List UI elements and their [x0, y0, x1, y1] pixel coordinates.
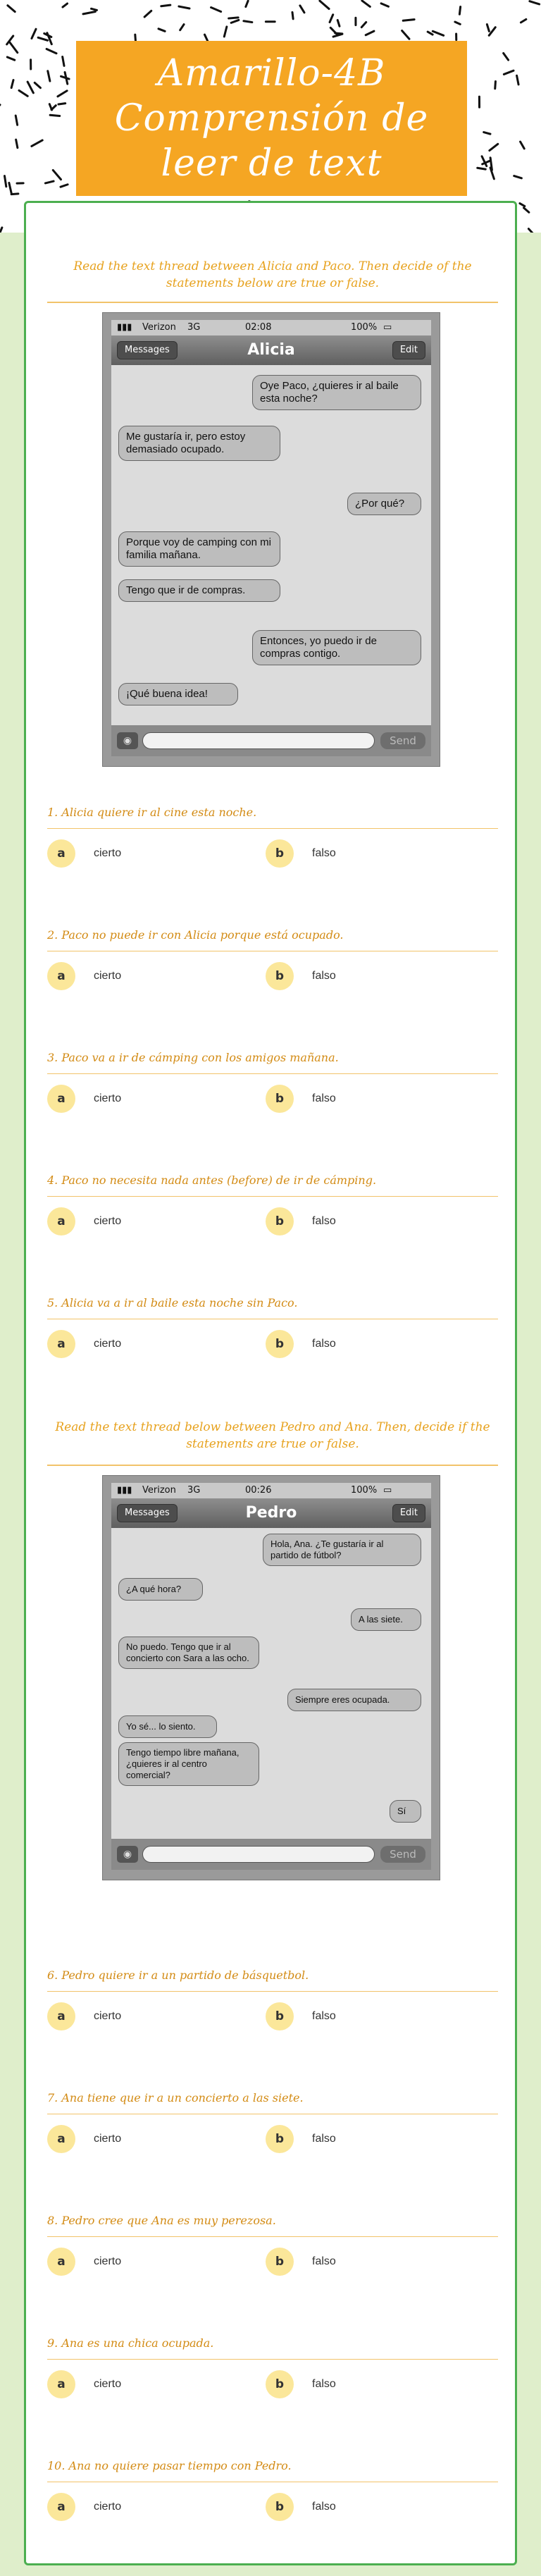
- confetti-stroke: [524, 208, 529, 212]
- question-text: 4. Paco no necesita nada antes (before) de ir de cámping.: [47, 1173, 377, 1187]
- confetti-stroke: [330, 15, 333, 23]
- answer-option-a[interactable]: [47, 1330, 121, 1358]
- option-label: falso: [312, 970, 336, 982]
- confetti-stroke: [528, 229, 533, 233]
- answer-option-a[interactable]: [47, 2493, 121, 2521]
- text-thread-image-1: [102, 312, 440, 767]
- confetti-stroke: [32, 140, 42, 146]
- message-bubble: No puedo. Tengo que ir al concierto con Sara a las ocho.: [118, 1637, 259, 1669]
- status-bar: [111, 320, 431, 335]
- confetti-stroke: [517, 75, 518, 85]
- battery-label: 100%: [351, 1485, 378, 1496]
- question-divider: [47, 2236, 498, 2237]
- message-bubble: Porque voy de camping con mi familia mañana.: [118, 531, 280, 567]
- confetti-stroke: [8, 6, 15, 12]
- option-label: cierto: [94, 2378, 122, 2390]
- title-line-3: leer de text: [161, 142, 383, 185]
- divider: [47, 1465, 498, 1466]
- confetti-stroke: [300, 6, 304, 13]
- confetti-stroke: [459, 7, 460, 15]
- question-divider: [47, 2359, 498, 2360]
- message-bubble: ¿A qué hora?: [118, 1578, 203, 1601]
- confetti-stroke: [46, 49, 56, 53]
- question-text: 10. Ana no quiere pasar tiempo con Pedro.: [47, 2459, 292, 2472]
- camera-icon[interactable]: ◉: [117, 1846, 138, 1863]
- answer-option-b[interactable]: [266, 2248, 336, 2276]
- option-letter-b: b: [266, 2125, 294, 2153]
- confetti-stroke: [7, 57, 14, 60]
- send-button[interactable]: Send: [380, 732, 425, 749]
- question-text: 3. Paco va a ir de cámping con los amigos mañana.: [47, 1051, 339, 1064]
- question-divider: [47, 1196, 498, 1197]
- section1-instruction: Read the text thread between Alicia and Paco. Then decide of the statements below are true or false.: [73, 259, 472, 290]
- option-label: falso: [312, 2010, 336, 2022]
- confetti-stroke: [0, 228, 2, 233]
- option-letter-a: a: [47, 2002, 75, 2030]
- confetti-stroke: [144, 11, 151, 17]
- confetti-stroke: [478, 168, 486, 169]
- answer-option-a[interactable]: [47, 962, 121, 990]
- message-input-bar: [111, 1839, 431, 1870]
- option-label: falso: [312, 2133, 336, 2145]
- option-label: cierto: [94, 1338, 122, 1350]
- option-letter-b: b: [266, 2002, 294, 2030]
- carrier-label: Verizon: [142, 1485, 176, 1496]
- question-divider: [47, 1073, 498, 1074]
- option-label: cierto: [94, 970, 122, 982]
- battery-icon: ▭: [383, 1485, 392, 1496]
- confetti-stroke: [244, 21, 252, 23]
- answer-option-b[interactable]: [266, 2125, 336, 2153]
- message-bubble: Oye Paco, ¿quieres ir al baile esta noche?: [252, 375, 421, 410]
- question-text: 6. Pedro quiere ir a un partido de básquetbol.: [47, 1968, 309, 1982]
- message-bubble: Tengo que ir de compras.: [118, 579, 280, 602]
- messages-back-button[interactable]: Messages: [117, 1504, 178, 1522]
- confetti-stroke: [292, 12, 293, 19]
- confetti-stroke: [530, 1, 540, 4]
- edit-button[interactable]: Edit: [392, 341, 425, 359]
- option-letter-b: b: [266, 2370, 294, 2398]
- confetti-stroke: [487, 25, 489, 32]
- question-text: 1. Alicia quiere ir al cine esta noche.: [47, 806, 257, 819]
- confetti-stroke: [11, 194, 18, 195]
- answer-option-b[interactable]: [266, 1085, 336, 1113]
- confetti-stroke: [158, 29, 165, 32]
- option-label: falso: [312, 2255, 336, 2267]
- message-bubble: Hola, Ana. ¿Te gustaría ir al partido de fútbol?: [263, 1534, 421, 1566]
- option-letter-b: b: [266, 839, 294, 868]
- option-letter-a: a: [47, 1207, 75, 1235]
- message-bubble: ¿Por qué?: [347, 493, 421, 515]
- confetti-stroke: [455, 22, 460, 24]
- confetti-stroke: [32, 29, 36, 38]
- option-letter-a: a: [47, 1085, 75, 1113]
- question-text: 7. Ana tiene que ir a un concierto a las siete.: [47, 2091, 304, 2104]
- answer-option-a[interactable]: [47, 2248, 121, 2276]
- confetti-stroke: [337, 20, 340, 26]
- confetti-stroke: [504, 54, 509, 61]
- confetti-stroke: [514, 176, 522, 178]
- message-bubble: A las siete.: [351, 1608, 421, 1631]
- message-bubble: Sí: [390, 1800, 421, 1823]
- network-label: 3G: [187, 1485, 201, 1496]
- answer-option-a[interactable]: [47, 2370, 121, 2398]
- answer-option-a[interactable]: [47, 2002, 121, 2030]
- message-bubble: Me gustaría ir, pero estoy demasiado ocupado.: [118, 426, 280, 461]
- option-label: cierto: [94, 1092, 122, 1104]
- confetti-stroke: [179, 6, 189, 8]
- confetti-stroke: [403, 20, 414, 21]
- confetti-stroke: [362, 1, 370, 6]
- confetti-stroke: [27, 82, 33, 93]
- confetti-stroke: [495, 81, 496, 88]
- confetti-stroke: [504, 70, 514, 74]
- question-text: 5. Alicia va a ir al baile esta noche sin Paco.: [47, 1296, 298, 1309]
- option-letter-a: a: [47, 962, 75, 990]
- option-label: falso: [312, 1215, 336, 1227]
- option-label: falso: [312, 847, 336, 859]
- confetti-stroke: [231, 20, 239, 23]
- confetti-stroke: [15, 116, 17, 125]
- answer-option-b[interactable]: [266, 1330, 336, 1358]
- option-letter-a: a: [47, 2493, 75, 2521]
- answer-option-a[interactable]: [47, 839, 121, 868]
- confetti-stroke: [320, 1, 329, 8]
- option-letter-a: a: [47, 2370, 75, 2398]
- text-thread-image-2: [102, 1475, 440, 1880]
- status-bar: [111, 1483, 431, 1498]
- title-line-2: Comprensión de: [114, 97, 429, 140]
- confetti-stroke: [484, 133, 490, 135]
- confetti-stroke: [92, 8, 97, 10]
- answer-option-a[interactable]: [47, 1207, 121, 1235]
- answer-option-b[interactable]: [266, 2493, 336, 2521]
- option-letter-a: a: [47, 2248, 75, 2276]
- confetti-stroke: [83, 12, 95, 14]
- clock-label: 02:08: [245, 322, 272, 333]
- option-label: cierto: [94, 2501, 122, 2513]
- answer-option-a[interactable]: [47, 1085, 121, 1113]
- question-divider: [47, 828, 498, 829]
- confetti-stroke: [53, 170, 61, 179]
- option-label: cierto: [94, 2133, 122, 2145]
- confetti-stroke: [63, 57, 64, 66]
- question-divider: [47, 1991, 498, 1992]
- confetti-stroke: [246, 1, 248, 6]
- confetti-stroke: [11, 80, 13, 88]
- option-label: falso: [312, 2378, 336, 2390]
- confetti-stroke: [10, 42, 18, 52]
- option-letter-b: b: [266, 1207, 294, 1235]
- option-letter-b: b: [266, 962, 294, 990]
- question-text: 9. Ana es una chica ocupada.: [47, 2336, 214, 2350]
- worksheet-card: [24, 201, 517, 2565]
- battery-icon: ▭: [383, 322, 392, 333]
- confetti-stroke: [58, 91, 67, 97]
- section2-instruction: Read the text thread below between Pedro and Ana. Then, decide if the statements are true or false.: [55, 1420, 490, 1451]
- option-letter-a: a: [47, 2125, 75, 2153]
- option-label: cierto: [94, 1215, 122, 1227]
- confetti-stroke: [366, 31, 374, 35]
- confetti-stroke: [61, 185, 68, 187]
- option-letter-b: b: [266, 2248, 294, 2276]
- message-input[interactable]: [142, 1846, 375, 1863]
- signal-icon: ▮▮▮: [117, 1485, 132, 1496]
- message-bubble: Tengo tiempo libre mañana, ¿quieres ir al centro comercial?: [118, 1742, 259, 1786]
- answer-option-b[interactable]: [266, 962, 336, 990]
- nav-bar: [111, 1498, 431, 1528]
- confetti-stroke: [381, 4, 388, 6]
- confetti-stroke: [65, 73, 68, 85]
- title-line-1: Amarillo-4B: [157, 52, 386, 94]
- question-text: 2. Paco no puede ir con Alicia porque está ocupado.: [47, 928, 344, 942]
- message-input-bar: [111, 725, 431, 756]
- message-input[interactable]: [142, 732, 375, 749]
- messages-back-button[interactable]: Messages: [117, 341, 178, 359]
- signal-icon: ▮▮▮: [117, 322, 132, 333]
- answer-option-b[interactable]: [266, 2370, 336, 2398]
- confetti-stroke: [48, 71, 50, 81]
- option-letter-b: b: [266, 2493, 294, 2521]
- confetti-stroke: [9, 183, 11, 193]
- answer-option-a[interactable]: [47, 2125, 121, 2153]
- confetti-stroke: [224, 27, 227, 37]
- confetti-stroke: [211, 8, 221, 12]
- question-text: 8. Pedro cree que Ana es muy perezosa.: [47, 2214, 276, 2227]
- confetti-stroke: [35, 82, 40, 87]
- confetti-stroke: [50, 115, 60, 116]
- answer-option-b[interactable]: [266, 839, 336, 868]
- confetti-stroke: [433, 31, 443, 35]
- option-label: cierto: [94, 2010, 122, 2022]
- camera-icon[interactable]: ◉: [117, 732, 138, 749]
- confetti-stroke: [45, 181, 54, 183]
- confetti-stroke: [38, 37, 47, 40]
- option-label: cierto: [94, 2255, 122, 2267]
- answer-option-b[interactable]: [266, 2002, 336, 2030]
- page-title: [76, 41, 467, 196]
- carrier-label: Verizon: [142, 322, 176, 333]
- clock-label: 00:26: [245, 1485, 272, 1496]
- option-label: falso: [312, 1092, 336, 1104]
- confetti-stroke: [335, 33, 342, 34]
- divider: [47, 302, 498, 303]
- confetti-stroke: [161, 5, 170, 6]
- confetti-stroke: [4, 176, 6, 187]
- confetti-stroke: [521, 19, 526, 23]
- confetti-stroke: [490, 144, 498, 150]
- nav-bar: [111, 335, 431, 365]
- confetti-stroke: [180, 25, 184, 30]
- confetti-stroke: [521, 142, 525, 149]
- option-letter-a: a: [47, 1330, 75, 1358]
- battery-label: 100%: [351, 322, 378, 333]
- confetti-stroke: [428, 32, 433, 35]
- answer-option-b[interactable]: [266, 1207, 336, 1235]
- option-label: falso: [312, 1338, 336, 1350]
- option-label: falso: [312, 2501, 336, 2513]
- network-label: 3G: [187, 322, 201, 333]
- message-bubble: Entonces, yo puedo ir de compras contigo.: [252, 630, 421, 665]
- confetti-stroke: [19, 90, 27, 96]
- confetti-stroke: [402, 31, 409, 39]
- message-bubble: ¡Qué buena idea!: [118, 683, 238, 705]
- confetti-stroke: [63, 4, 68, 7]
- confetti-stroke: [520, 204, 525, 207]
- option-letter-b: b: [266, 1085, 294, 1113]
- contact-name: Alicia: [247, 341, 295, 359]
- confetti-stroke: [16, 140, 18, 148]
- message-bubble: Yo sé... lo siento.: [118, 1715, 217, 1738]
- confetti-stroke: [361, 22, 366, 27]
- option-label: cierto: [94, 847, 122, 859]
- send-button[interactable]: Send: [380, 1846, 425, 1863]
- edit-button[interactable]: Edit: [392, 1504, 425, 1522]
- option-letter-b: b: [266, 1330, 294, 1358]
- option-letter-a: a: [47, 839, 75, 868]
- confetti-stroke: [49, 104, 51, 110]
- contact-name: Pedro: [245, 1504, 297, 1522]
- message-bubble: Siempre eres ocupada.: [287, 1689, 421, 1711]
